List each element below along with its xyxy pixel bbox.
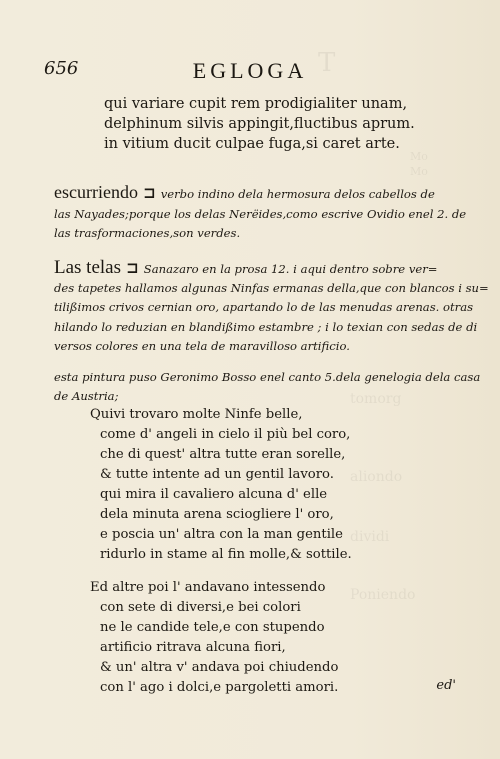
running-header	[0, 48, 500, 84]
running-title: EGLOGA	[192, 58, 308, 83]
verse-line: con l' ago i dolci,e pargoletti amori.	[100, 680, 339, 695]
note-text: de Austria;	[54, 389, 119, 403]
lemma: Las telas	[54, 257, 122, 278]
note-text: las trasformaciones,son verdes.	[54, 226, 241, 240]
bracket-mark: ⊐	[126, 259, 139, 277]
verse-line: dela minuta arena sciogliere l' oro,	[100, 507, 334, 522]
note-text: las Nayades;porque los delas Nerëides,como escrive Ovidio enel 2. de	[54, 207, 467, 221]
note-first-line	[54, 182, 435, 203]
verse-line: Quivi trovaro molte Ninfe belle,	[90, 407, 303, 422]
note-text: hilando lo reduzian en blandißimo estambre ; i lo texian con sedas de di	[54, 320, 478, 334]
bracket-mark: ⊐	[143, 184, 156, 202]
bleed-text-7: T	[318, 48, 336, 78]
bleed-text-5: dividi	[350, 529, 390, 545]
page-number: 656	[44, 58, 79, 79]
bleed-text-3: tomorg	[350, 391, 402, 407]
verse-line: qui mira il cavaliero alcuna d' elle	[100, 487, 328, 502]
note-text: Sanazaro en la prosa 12. i aqui dentro sobre ver=	[143, 262, 438, 276]
bleed-text-2: Mo	[410, 165, 428, 178]
verse-line: come d' angeli in cielo il più bel coro,	[100, 427, 351, 442]
note-text: versos colores en una tela de maravilloso artificio.	[54, 339, 350, 353]
verse-line: e poscia un' altra con la man gentile	[100, 527, 343, 542]
note-first-line	[54, 257, 438, 279]
verse-line: che di quest' altra tutte eran sorelle,	[100, 447, 346, 462]
verse-line: & un' altra v' andava poi chiudendo	[100, 660, 339, 675]
note-text: verbo indino dela hermosura delos cabellos de	[160, 187, 435, 201]
note-text: des tapetes hallamos algunas Ninfas ermanas della,que con blancos i su=	[54, 281, 489, 295]
lemma: escurriendo	[54, 182, 138, 202]
note-text: tilißimos crivos cernian oro, apartando lo de las menudas arenas. otras	[54, 300, 474, 314]
bleed-text-6: Poniendo	[350, 587, 416, 603]
verse-line: ridurlo in stame al fin molle,& sottile.	[100, 547, 352, 562]
verse-line: con sete di diversi,e bei colori	[100, 600, 301, 615]
catchword: ed'	[436, 678, 456, 693]
verse-line: Ed altre poi l' andavano intessendo	[90, 580, 326, 595]
bleed-text-4: aliondo	[350, 469, 403, 485]
verse-line: & tutte intente ad un gentil lavoro.	[100, 467, 334, 482]
verse-line: artificio ritrava alcuna fiori,	[100, 640, 286, 655]
bleed-text-1: Mo	[410, 150, 428, 163]
verse-line: qui variare cupit rem prodigialiter unam,	[104, 96, 408, 112]
verse-line: delphinum silvis appingit,fluctibus aprum.	[104, 116, 415, 132]
note-text: esta pintura puso Geronimo Bosso enel canto 5.dela genelogia dela casa	[54, 370, 481, 384]
verse-line: ne le candide tele,e con stupendo	[100, 620, 325, 635]
verse-line: in vitium ducit culpae fuga,si caret arte.	[104, 136, 400, 152]
